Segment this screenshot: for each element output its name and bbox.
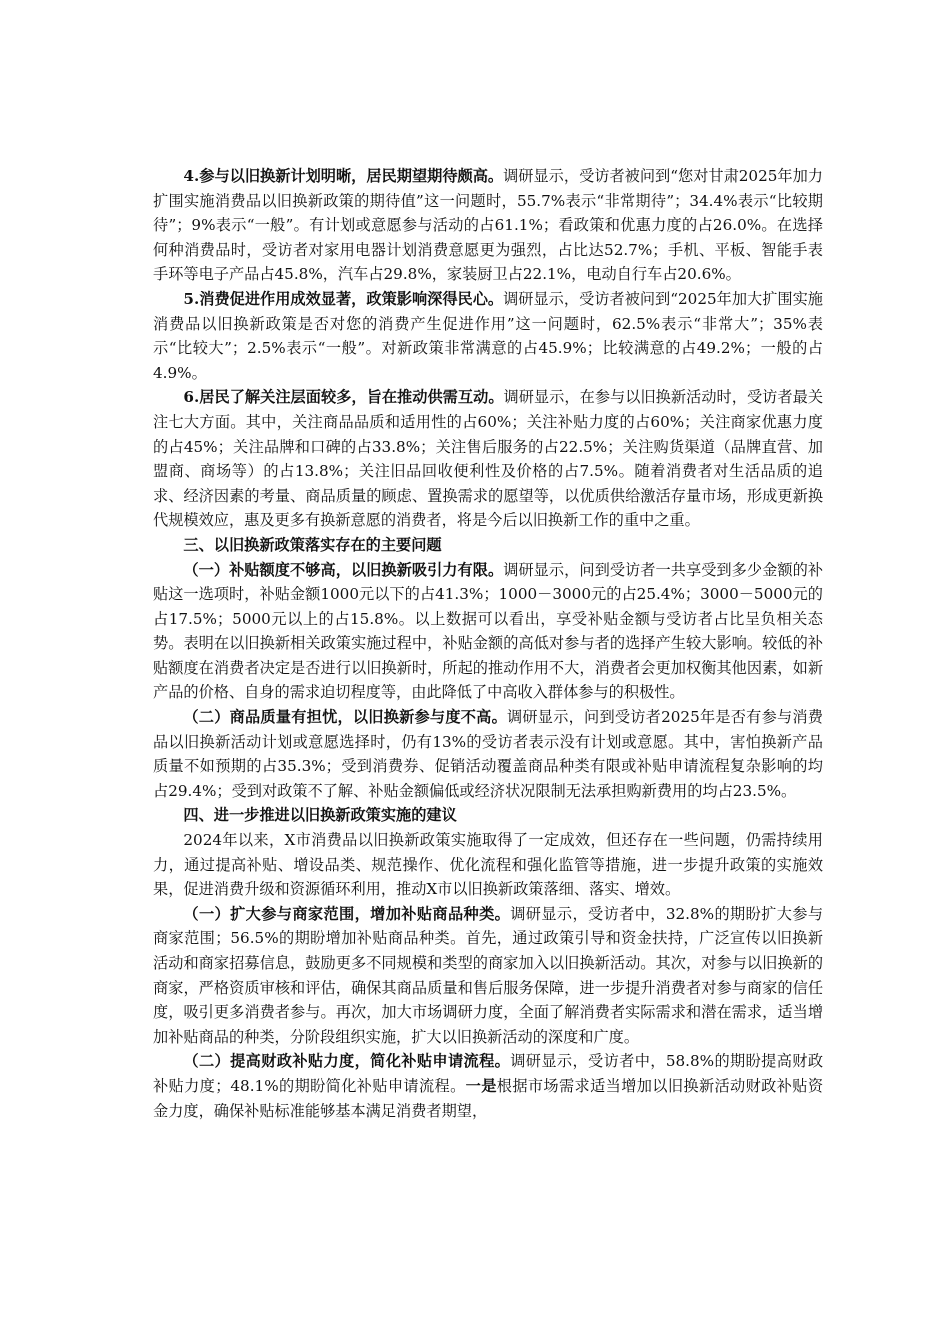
paragraph-heading: 5.消费促进作用成效显著，政策影响深得民心。 [183, 289, 504, 308]
paragraph-finance [153, 1049, 823, 1123]
paragraph-text: 调研显示，在参与以旧换新活动时，受访者最关注七大方面。其中，关注商品品质和适用性的占60%；关注补贴力度的占60%；关注商家优惠力度的占45%；关注品牌和口碑的占33.8%；关注售后服务的占22.5%；关注购货渠道（品牌直营、加盟商、商场等）的占13.8%；关注旧品回收便利性及价格的占7.5%。随着消费者对生活品质的追求、经济因素的考量、商品质量的顾虑、置换需求的愿望等，以优质供给激活存量市场，形成更新换代规模效应，惠及更多有换新意愿的消费者，将是今后以旧换新工作的重中之重。 [153, 388, 824, 530]
paragraph-5 [153, 287, 823, 385]
paragraph-6 [153, 385, 823, 533]
paragraph-subsidy [153, 558, 823, 706]
paragraph-heading: 6.居民了解关注层面较多，旨在推动供需互动。 [183, 388, 504, 407]
paragraph-heading: （二）商品质量有担忧，以旧换新参与度不高。 [183, 708, 507, 727]
paragraph-text: 调研显示，问到受访者一共享受到多少金额的补贴这一选项时，补贴金额1000元以下的占41.3%；1000－3000元的占25.4%；3000－5000元的占17.5%；5000元以上的占15.8%。以上数据可以看出，享受补贴金额与受访者占比呈负相关态势。表明在以旧换新相关政策实施过程中，补贴金额的高低对参与者的选择产生较大影响。较低的补贴额度在消费者决定是否进行以旧换新时，所起的推动作用不大，消费者会更加权衡其他因素，如新产品的价格、自身的需求迫切程度等，由此降低了中高收入群体参与的积极性。 [153, 560, 824, 702]
paragraph-heading: （一）扩大参与商家范围，增加补贴商品种类。 [183, 904, 511, 923]
paragraph-text: 调研显示，受访者被问到“2025年加大扩围实施消费品以旧换新政策是否对您的消费产生促进作用”这一问题时，62.5%表示“非常大”；35%表示“比较大”；2.5%表示“一般”。对新政策非常满意的占45.9%；比较满意的占49.2%；一般的占4.9%。 [153, 289, 823, 382]
paragraph-text: 调研显示，问到受访者2025年是否有参与消费品以旧换新活动计划或意愿选择时，仍有13%的受访者表示没有计划或意愿。其中，害怕换新产品质量不如预期的占35.3%；受到消费券、促销活动覆盖商品种类有限或补贴申请流程复杂影响的均占29.4%；受到对政策不了解、补贴金额偏低或经济状况限制无法承担购新费用的均占23.5%。 [153, 708, 823, 800]
emphasis-text: 一是 [465, 1076, 497, 1095]
paragraph-heading: 4.参与以旧换新计划明晰，居民期望期待颇高。 [183, 167, 504, 185]
document-body [153, 164, 823, 1123]
paragraph-heading: （二）提高财政补贴力度，简化补贴申请流程。 [183, 1052, 511, 1071]
paragraph-heading: （一）补贴额度不够高，以旧换新吸引力有限。 [183, 560, 504, 579]
section-heading-3: 三、以旧换新政策落实存在的主要问题 [183, 535, 442, 554]
paragraph-4 [153, 164, 823, 287]
paragraph-expand [153, 902, 823, 1050]
section-heading-4: 四、进一步推进以旧换新政策实施的建议 [183, 806, 457, 825]
paragraph-text: 调研显示，受访者中，58.8%的期盼提高财政补贴力度；48.1%的期盼简化补贴申请流程。 [153, 1052, 824, 1095]
paragraph-intro: 2024年以来，X市消费品以旧换新政策实施取得了一定成效，但还存在一些问题，仍需持续用力，通过提高补贴、增设品类、规范操作、优化流程和强化监管等措施，进一步提升政策的实施效果，促进消费升级和资源循环利用，推动X市以旧换新政策落细、落实、增效。 [153, 831, 823, 899]
paragraph-text: 调研显示，受访者中，32.8%的期盼扩大参与商家范围；56.5%的期盼增加补贴商品种类。首先，通过政策引导和资金扶持，广泛宣传以旧换新活动和商家招募信息，鼓励更多不同规模和类型的商家加入以旧换新活动。其次，对参与以旧换新的商家，严格资质审核和评估，确保其商品质量和售后服务保障，进一步提升消费者对参与商家的信任度，吸引更多消费者参与。再次，加大市场调研力度，全面了解消费者实际需求和潜在需求，适当增加补贴商品的种类，分阶段组织实施，扩大以旧换新活动的深度和广度。 [153, 904, 824, 1046]
paragraph-text: 根据市场需求适当增加以旧换新活动财政补贴资金力度，确保补贴标准能够基本满足消费者期望， [153, 1076, 824, 1120]
paragraph-text: 调研显示，受访者被问到“您对甘肃2025年加力扩围实施消费品以旧换新政策的期待值”这一问题时，55.7%表示“非常期待”；34.4%表示“比较期待”；9%表示“一般”。有计划或意愿参与活动的占61.1%；看政策和优惠力度的占26.0%。在选择何种消费品时，受访者对家用电器计划消费意愿更为强烈，占比达52.7%；手机、平板、智能手表手环等电子产品占45.8%，汽车占29.8%，家装厨卫占22.1%，电动自行车占20.6%。 [153, 167, 823, 284]
paragraph-quality [153, 705, 823, 803]
